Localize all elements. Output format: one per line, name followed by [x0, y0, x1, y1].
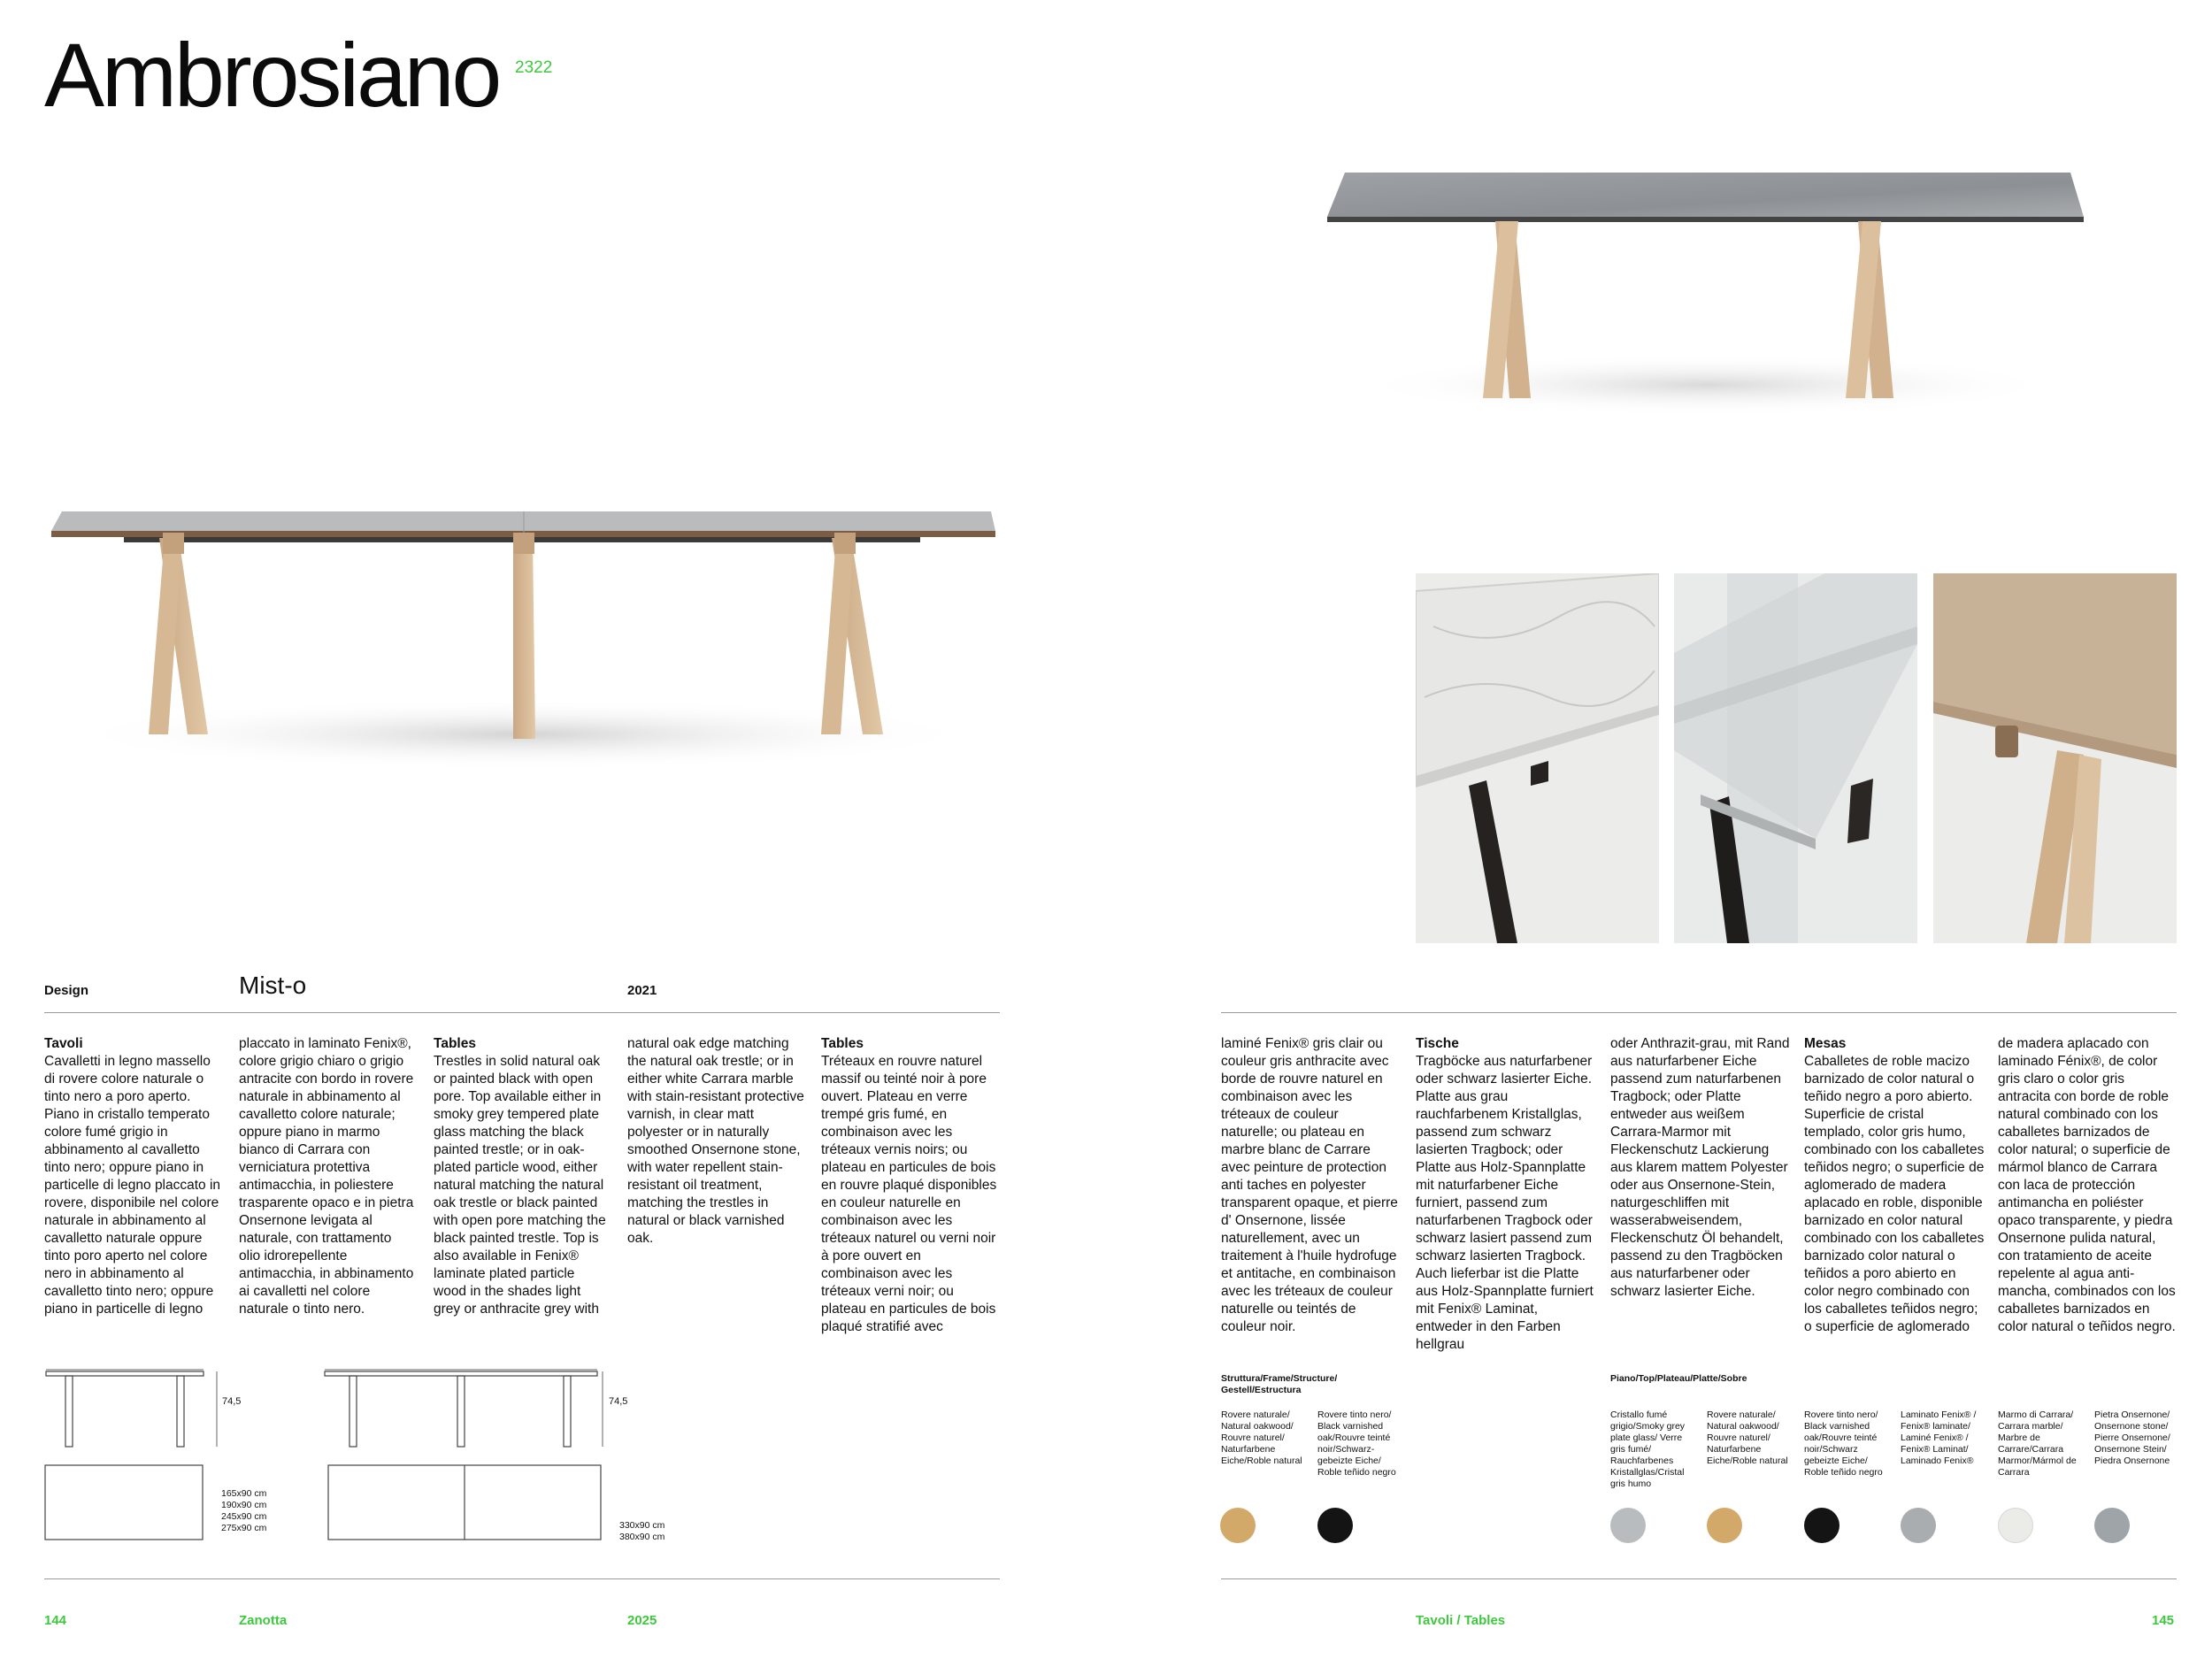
detail-photo-oak — [1933, 573, 2177, 943]
divider-top-left — [44, 1012, 1000, 1013]
column-heading: Tables — [434, 1036, 476, 1051]
text-column-es-1 — [1804, 1035, 1985, 1336]
text-column-es-2 — [1998, 1035, 2179, 1336]
swatch-top-black-oak[interactable] — [1804, 1508, 1839, 1543]
swatch-structure-black-oak[interactable] — [1317, 1508, 1353, 1543]
drawing-plan-small — [44, 1464, 208, 1544]
product-code: 2322 — [515, 58, 553, 77]
swatch-top-onsernone-stone[interactable] — [2094, 1508, 2130, 1543]
column-body: de madera aplacado con laminado Fénix®, de color gris claro o color gris antracita con borde de roble natural combinado con los caballetes barnizados de color natural; o superficie de mármol blanco de Carrara con laca de protección antimancha en poliéster opaco transparente, y piedra Onsernone pulida natural, con tratamiento de aceite repelente al agua anti-mancha, combinados con los caballetes barnizados en color natural o teñidos negro. — [1998, 1036, 2176, 1334]
text-column-it-1 — [44, 1035, 221, 1318]
drawing-elevation-small — [44, 1363, 221, 1473]
text-column-de-1 — [1416, 1035, 1597, 1354]
column-heading: Mesas — [1804, 1036, 1847, 1051]
column-body: oder Anthrazit-grau, mit Rand aus naturfarbener Eiche passend zum naturfarbenen Tragbock; oder Platte entweder aus weißem Carrara-Marmor mit Fleckenschutz Lackierung aus klarem mattem Polyester oder aus Onsernone-Stein, naturgeschliffen mit wasserabweisendem, Fleckenschutz Öl behandelt, passend zu den Tragböcken aus naturfarbener oder schwarz lasierter Eiche. — [1610, 1036, 1790, 1299]
design-year: 2021 — [627, 983, 657, 998]
detail-photo-glass — [1674, 573, 1917, 943]
text-column-it-2 — [239, 1035, 416, 1318]
top-option-label: Rovere naturale/ Natural oakwood/ Rouvre naturel/ Naturfarbene Eiche/Roble natural — [1707, 1409, 1788, 1466]
sizes-list-large: 330x90 cm 380x90 cm — [619, 1520, 665, 1542]
swatch-top-carrara-marble[interactable] — [1998, 1508, 2033, 1543]
text-column-fr-2 — [1221, 1035, 1398, 1336]
top-option-label: Pietra Onsernone/ Onsernone stone/ Pierre Onsernone/ Onsernone Stein/ Piedra Onsernone — [2094, 1409, 2170, 1466]
text-column-en-2 — [627, 1035, 804, 1248]
column-body: Tréteaux en rouvre naturel massif ou teinté noir à pore ouvert. Plateau en verre trempé gris fumé, en combinaison avec les tréteaux vernis noirs; ou plateau en particules de bois en rouvre plaqué disponibles en couleur naturelle en combinaison avec les tréteaux naturel ou verni noir à pore ouvert en combinaison avec les tréteaux verni noir; ou plateau en particules de bois plaqué stratifié avec — [821, 1054, 997, 1334]
top-option-label: Laminato Fenix® / Fenix® laminate/ Laminé Fenix® / Fenix® Laminat/ Laminado Fenix® — [1901, 1409, 1977, 1466]
top-option-label: Rovere tinto nero/ Black varnished oak/Rouvre teinté noir/Schwarz gebeizte Eiche/ Roble teñido negro — [1804, 1409, 1883, 1478]
sizes-list-small: 165x90 cm 190x90 cm 245x90 cm 275x90 cm — [221, 1488, 267, 1533]
page-number-left: 144 — [44, 1613, 67, 1628]
column-heading: Tables — [821, 1036, 864, 1051]
swatch-top-smoky-glass[interactable] — [1610, 1508, 1646, 1543]
top-option-label: Cristallo fumé grigio/Smoky grey plate glass/ Verre gris fumé/ Rauchfarbenes Kristallglas/Cristal gris humo — [1610, 1409, 1686, 1489]
page-number-right: 145 — [2152, 1613, 2175, 1628]
text-column-de-2 — [1610, 1035, 1792, 1301]
height-label-small: 74,5 — [222, 1396, 242, 1407]
drawing-elevation-large — [323, 1363, 606, 1473]
top-heading: Piano/Top/Plateau/Platte/Sobre — [1610, 1373, 1747, 1384]
divider-bottom-left — [44, 1578, 1000, 1579]
text-column-fr-1 — [821, 1035, 1000, 1336]
table-photo-long — [35, 478, 1009, 779]
column-body: Trestles in solid natural oak or painted black with open pore. Top available either in smoky grey tempered plate glass matching the black painted trestle; or in oak-plated particle wood, either natural matching the natural oak trestle or black painted with open pore matching the black painted trestle. Top is also available in Fenix® laminate plated particle wood in the shades light grey or anthracite grey with — [434, 1054, 606, 1317]
divider-bottom-right — [1221, 1578, 2177, 1579]
swatch-structure-natural-oak[interactable] — [1220, 1508, 1256, 1543]
column-body: Caballetes de roble macizo barnizado de color natural o teñido negro a poro abierto. Superficie de cristal templado, color gris humo, combinado con los caballetes teñidos negro; o superficie de aglomerado de madera aplacado en roble, disponible barnizado en color natural combinado con los caballetes barnizado color natural o teñidos a poro abierto en color negro combinado con los caballetes teñidos negro; o superficie de aglomerado — [1804, 1054, 1985, 1334]
designer-name: Mist-o — [239, 972, 307, 999]
text-column-en-1 — [434, 1035, 611, 1318]
detail-photo-marble — [1416, 573, 1659, 943]
swatch-top-fenix-laminate[interactable] — [1901, 1508, 1936, 1543]
drawing-plan-large — [327, 1464, 603, 1544]
column-body: laminé Fenix® gris clair ou couleur gris anthracite avec borde de rouvre naturel en combinaison avec les tréteaux de couleur naturelle; ou plateau en marbre blanc de Carrare avec peinture de protection anti taches en polyester transparent opaque, et pierre d' Onsernone, lissée naturellement, avec un traitement à l'huile hydrofuge et antitache, en combinaison avec les tréteaux de couleur naturelle ou teintés de couleur noir. — [1221, 1036, 1398, 1334]
column-body: Tragböcke aus naturfarbener oder schwarz lasierter Eiche. Platte aus grau rauchfarbenem Kristallglas, passend zum schwarz lasierten Tragbock; oder Platte aus Holz-Spannplatte mit naturfarbener Eiche furniert, passend zum naturfarbenen Tragbock oder schwarz lasiert passend zum schwarz lasierten Tragbock. Auch lieferbar ist die Platte aus Holz-Spannplatte furniert mit Fenix® Laminat, entweder in den Farben hellgrau — [1416, 1054, 1594, 1352]
divider-top-right — [1221, 1012, 2177, 1013]
catalog-year: 2025 — [627, 1613, 657, 1628]
product-title: Ambrosiano — [44, 25, 500, 126]
column-body: Cavalletti in legno massello di rovere colore naturale o tinto nero a poro aperto. Piano in cristallo temperato colore fumé grigio in abbinamento al cavalletto tinto nero; oppure piano in particelle di legno placcato in rovere, disponibile nel colore naturale in abbinamento al cavalletto naturale oppure tinto poro aperto nel colore nero in abbinamento al cavalletto tinto nero; oppure piano in particelle di legno — [44, 1054, 221, 1317]
structure-heading: Struttura/Frame/Structure/ Gestell/Estructura — [1221, 1373, 1338, 1395]
column-heading: Tavoli — [44, 1036, 83, 1051]
structure-option-label: Rovere tinto nero/ Black varnished oak/Rouvre teinté noir/Schwarz- gebeizte Eiche/ Roble teñido negro — [1317, 1409, 1396, 1478]
structure-option-label: Rovere naturale/ Natural oakwood/ Rouvre naturel/ Naturfarbene Eiche/Roble natural — [1221, 1409, 1302, 1466]
top-option-label: Marmo di Carrara/ Carrara marble/ Marbre de Carrare/Carrara Marmor/Mármol de Carrara — [1998, 1409, 2077, 1478]
column-heading: Tische — [1416, 1036, 1459, 1051]
column-body: natural oak edge matching the natural oak trestle; or in either white Carrara marble with stain-resistant protective varnish, in clear matt polyester or in naturally smoothed Onsernone stone, with water repellent stain-resistant oil treatment, matching the trestles in natural or black varnished oak. — [627, 1036, 804, 1246]
section-name: Tavoli / Tables — [1416, 1613, 1506, 1628]
column-body: placcato in laminato Fenix®, colore grigio chiaro o grigio antracite con bordo in rovere naturale in abbinamento al cavalletto colore naturale; oppure piano in marmo bianco di Carrara con verniciatura protettiva antimacchia, in poliestere trasparente opaco e in pietra Onsernone levigata al naturale, con trattamento olio idrorepellente antimacchia, in abbinamento ai cavalletti nel colore naturale o tinto nero. — [239, 1036, 414, 1317]
height-label-large: 74,5 — [609, 1396, 628, 1407]
swatch-top-natural-oak[interactable] — [1707, 1508, 1742, 1543]
brand-name: Zanotta — [239, 1613, 288, 1628]
design-label: Design — [44, 983, 89, 998]
table-photo-stone — [1310, 159, 2106, 425]
